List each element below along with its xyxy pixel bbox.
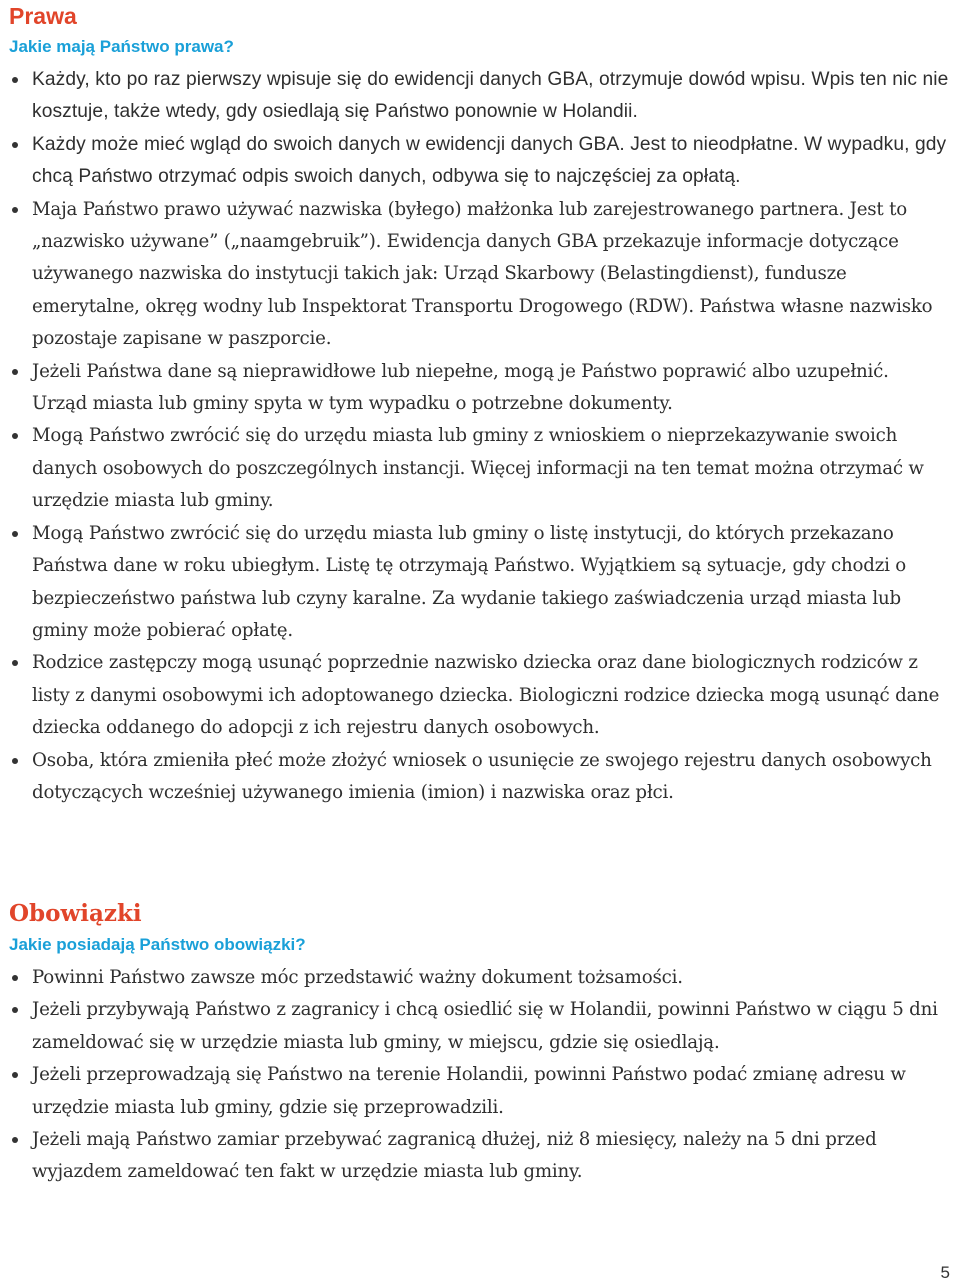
duties-subheading: Jakie posiadają Państwo obowiązki? — [9, 935, 306, 954]
rights-heading: Prawa — [9, 3, 77, 29]
duties-item: Jeżeli mają Państwo zamiar przebywać zagranicą dłużej, niż 8 miesięcy, należy na 5 dni przed wyjazdem zameldować ten fakt w urzędzie miasta lub gminy. — [9, 1124, 949, 1189]
duties-item: Jeżeli przybywają Państwo z zagranicy i chcą osiedlić się w Holandii, powinni Państwo w ciągu 5 dni zameldować się w urzędzie miasta lub gminy, w miejscu, gdzie się osiedlają. — [9, 994, 949, 1059]
rights-section — [9, 2, 949, 809]
duties-item: Jeżeli przeprowadzają się Państwo na terenie Holandii, powinni Państwo podać zmianę adresu w urzędzie miasta lub gminy, gdzie się przeprowadzili. — [9, 1059, 949, 1124]
rights-subheading: Jakie mają Państwo prawa? — [9, 37, 234, 56]
rights-item: Mogą Państwo zwrócić się do urzędu miasta lub gminy z wnioskiem o nieprzekazywanie swoich danych osobowych do poszczególnych instancji. Więcej informacji na ten temat można otrzymać w urzędzie miasta lub gminy. — [9, 420, 949, 517]
page-number: 5 — [940, 1263, 950, 1282]
duties-section — [9, 900, 949, 1189]
rights-item: Osoba, która zmieniła płeć może złożyć wniosek o usunięcie ze swojego rejestru danych osobowych dotyczących wcześniej używanego imienia (imion) i nazwiska oraz płci. — [9, 745, 949, 810]
duties-list — [9, 962, 949, 1189]
rights-item: Mogą Państwo zwrócić się do urzędu miasta lub gminy o listę instytucji, do których przekazano Państwa dane w roku ubiegłym. Listę tę otrzymają Państwo. Wyjątkiem są sytuacje, gdy chodzi o bezpieczeństwo państwa lub czyny karalne. Za wydanie takiego zaświadczenia urząd miasta lub gminy może pobierać opłatę. — [9, 518, 949, 648]
rights-item: Każdy może mieć wgląd do swoich danych w ewidencji danych GBA. Jest to nieodpłatne. W wypadku, gdy chcą Państwo otrzymać odpis swoich danych, odbywa się to najczęściej za opłatą. — [9, 129, 949, 194]
rights-item: Maja Państwo prawo używać nazwiska (byłego) małżonka lub zarejestrowanego partnera. Jest to „nazwisko używane” („naamgebruik”). Ewidencja danych GBA przekazuje informacje dotyczące używanego nazwiska do instytucji takich jak: Urząd Skarbowy (Belastingdienst), fundusze emerytalne, okręg wodny lub Inspektorat Transportu Drogowego (RDW). Państwa własne nazwisko pozostaje zapisane w paszporcie. — [9, 194, 949, 356]
rights-list — [9, 64, 949, 809]
rights-item: Rodzice zastępczy mogą usunąć poprzednie nazwisko dziecka oraz dane biologicznych rodziców z listy z danymi osobowymi ich adoptowanego dziecka. Biologiczni rodzice dziecka mogą usunąć dane dziecka oddanego do adopcji z ich rejestru danych osobowych. — [9, 647, 949, 744]
duties-heading: Obowiązki — [9, 900, 142, 927]
rights-item: Jeżeli Państwa dane są nieprawidłowe lub niepełne, mogą je Państwo poprawić albo uzupełnić. Urząd miasta lub gminy spyta w tym wypadku o potrzebne dokumenty. — [9, 356, 949, 421]
rights-item: Każdy, kto po raz pierwszy wpisuje się do ewidencji danych GBA, otrzymuje dowód wpisu. Wpis ten nic nie kosztuje, także wtedy, gdy osiedlają się Państwo ponownie w Holandii. — [9, 64, 949, 129]
duties-item: Powinni Państwo zawsze móc przedstawić ważny dokument tożsamości. — [9, 962, 949, 994]
